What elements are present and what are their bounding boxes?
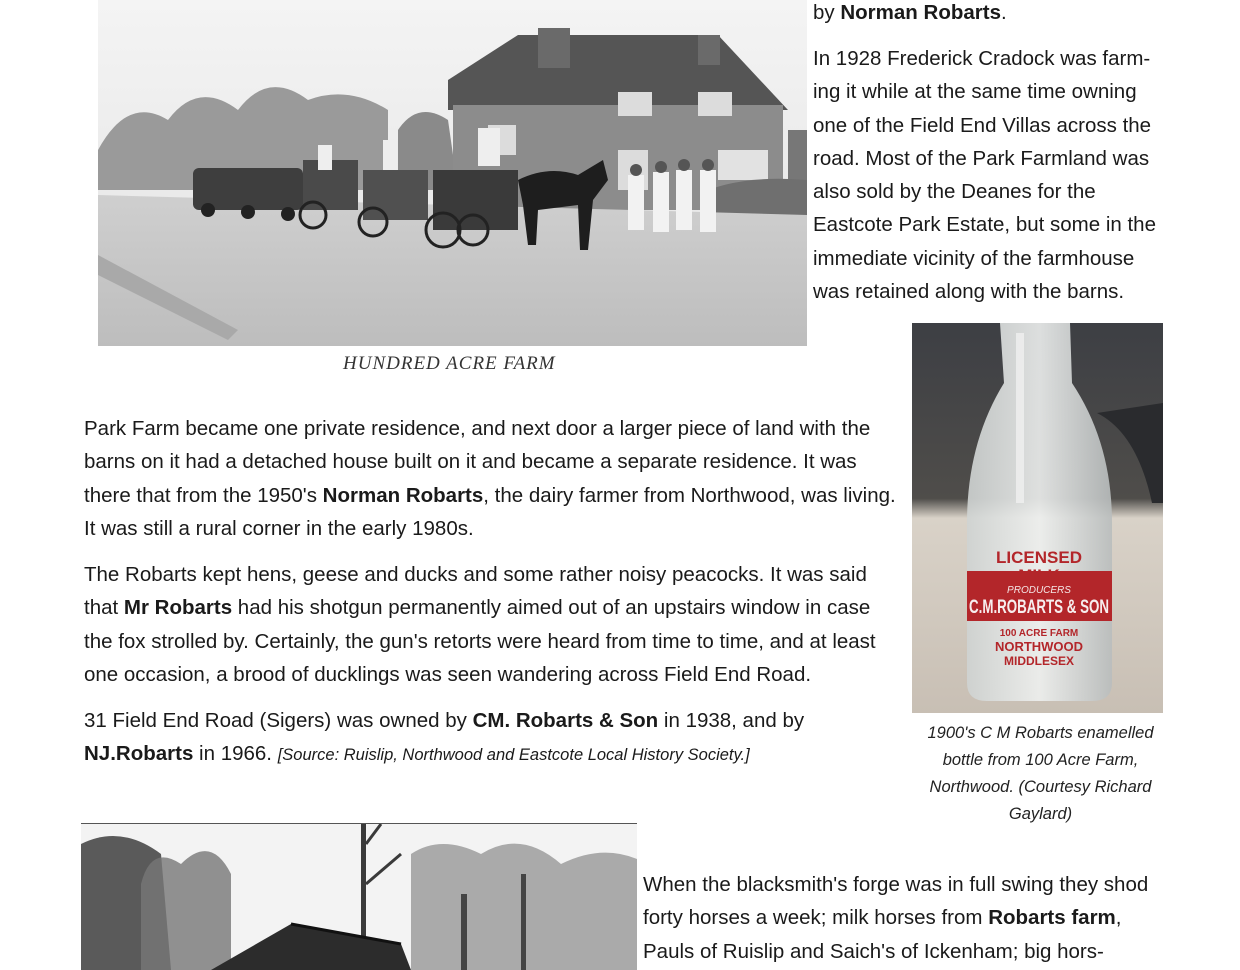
blacksmith-text-a: When the blacksmith's forge was in full swing they shod forty horses a week; milk horses from bbox=[643, 873, 1149, 930]
p3-text-b: in 1938, and by bbox=[658, 709, 805, 732]
forge-photo bbox=[81, 823, 637, 970]
bottle-label-band: C.M.ROBARTS & SON bbox=[969, 597, 1109, 618]
p2-text-a: The Robarts kept hens, geese and ducks and some rather noisy peacocks. It was said that bbox=[84, 563, 867, 620]
bottle-label-town: NORTHWOOD bbox=[994, 639, 1084, 654]
bottle-photo-caption: 1900's C M Robarts enamelled bottle from 100 Acre Farm, Northwood. (Courtesy Richard Gaylard) bbox=[927, 724, 1154, 823]
bottle-label-farm: 100 ACRE FARM bbox=[999, 628, 1079, 639]
paragraph-sigers bbox=[84, 704, 909, 773]
p3-text-a: 31 Field End Road (Sigers) was owned by bbox=[84, 709, 473, 732]
p3-bold-1: CM. Robarts & Son bbox=[472, 709, 659, 732]
p1-bold-name: Norman Robarts bbox=[322, 483, 484, 507]
p1-text-a: Park Farm became one private residence, and next door a larger piece of land with the barns on it had a detached house built on it and became a separate residence. It was there that from the 1950's bbox=[84, 417, 871, 507]
bottle-label-producers: PRODUCERS bbox=[1007, 585, 1071, 596]
blacksmith-bold: Robarts farm bbox=[988, 906, 1116, 930]
top-right-paragraph: In 1928 Frederick Cradock was farm-ing it while at the same time owning one of the Field End Villas across the road. Most of the Park Farmland was also sold by the Deanes for the Eastcote Park Estate, but some in the immediate vicinity of the farmhouse was retained along with the barns. bbox=[813, 47, 1156, 304]
hundred-acre-farm-photo bbox=[98, 0, 807, 346]
p2-text-b: had his shotgun permanently aimed out of an upstairs window in case the fox strolled by. Certainly, the gun's retorts were heard from time to time, and at least one occasion, a brood of ducklings was seen wandering across Field End Road. bbox=[84, 596, 876, 686]
p3-bold-2: NJ.Robarts bbox=[84, 742, 194, 766]
source-citation: [Source: Ruislip, Northwood and Eastcote Local History Society.] bbox=[277, 746, 750, 765]
fragment-post: . bbox=[1000, 1, 1007, 24]
farm-photo-caption: HUNDRED ACRE FARM bbox=[343, 353, 556, 374]
top-right-fragment bbox=[813, 0, 1173, 29]
fragment-bold: Norman Robarts bbox=[840, 1, 1001, 24]
p2-bold-name: Mr Robarts bbox=[123, 596, 233, 620]
paragraph-park-farm bbox=[84, 412, 899, 545]
bottle-label-licensed: LICENSED bbox=[996, 548, 1082, 567]
p3-text-c: in 1966. bbox=[193, 742, 278, 766]
fragment-pre: by bbox=[813, 1, 841, 24]
paragraph-blacksmith bbox=[643, 868, 1173, 968]
bottle-label-county: MIDDLESEX bbox=[1003, 654, 1075, 668]
paragraph-robarts-animals bbox=[84, 558, 899, 691]
milk-bottle-photo bbox=[912, 323, 1163, 713]
blacksmith-text-b: , Pauls of Ruislip and Saich's of Ickenham; big hors- bbox=[643, 906, 1122, 963]
p1-text-b: , the dairy farmer from Northwood, was living. It was still a rural corner in the early 1980s. bbox=[84, 483, 896, 540]
bottle-label-milk: MILK bbox=[1018, 566, 1060, 585]
